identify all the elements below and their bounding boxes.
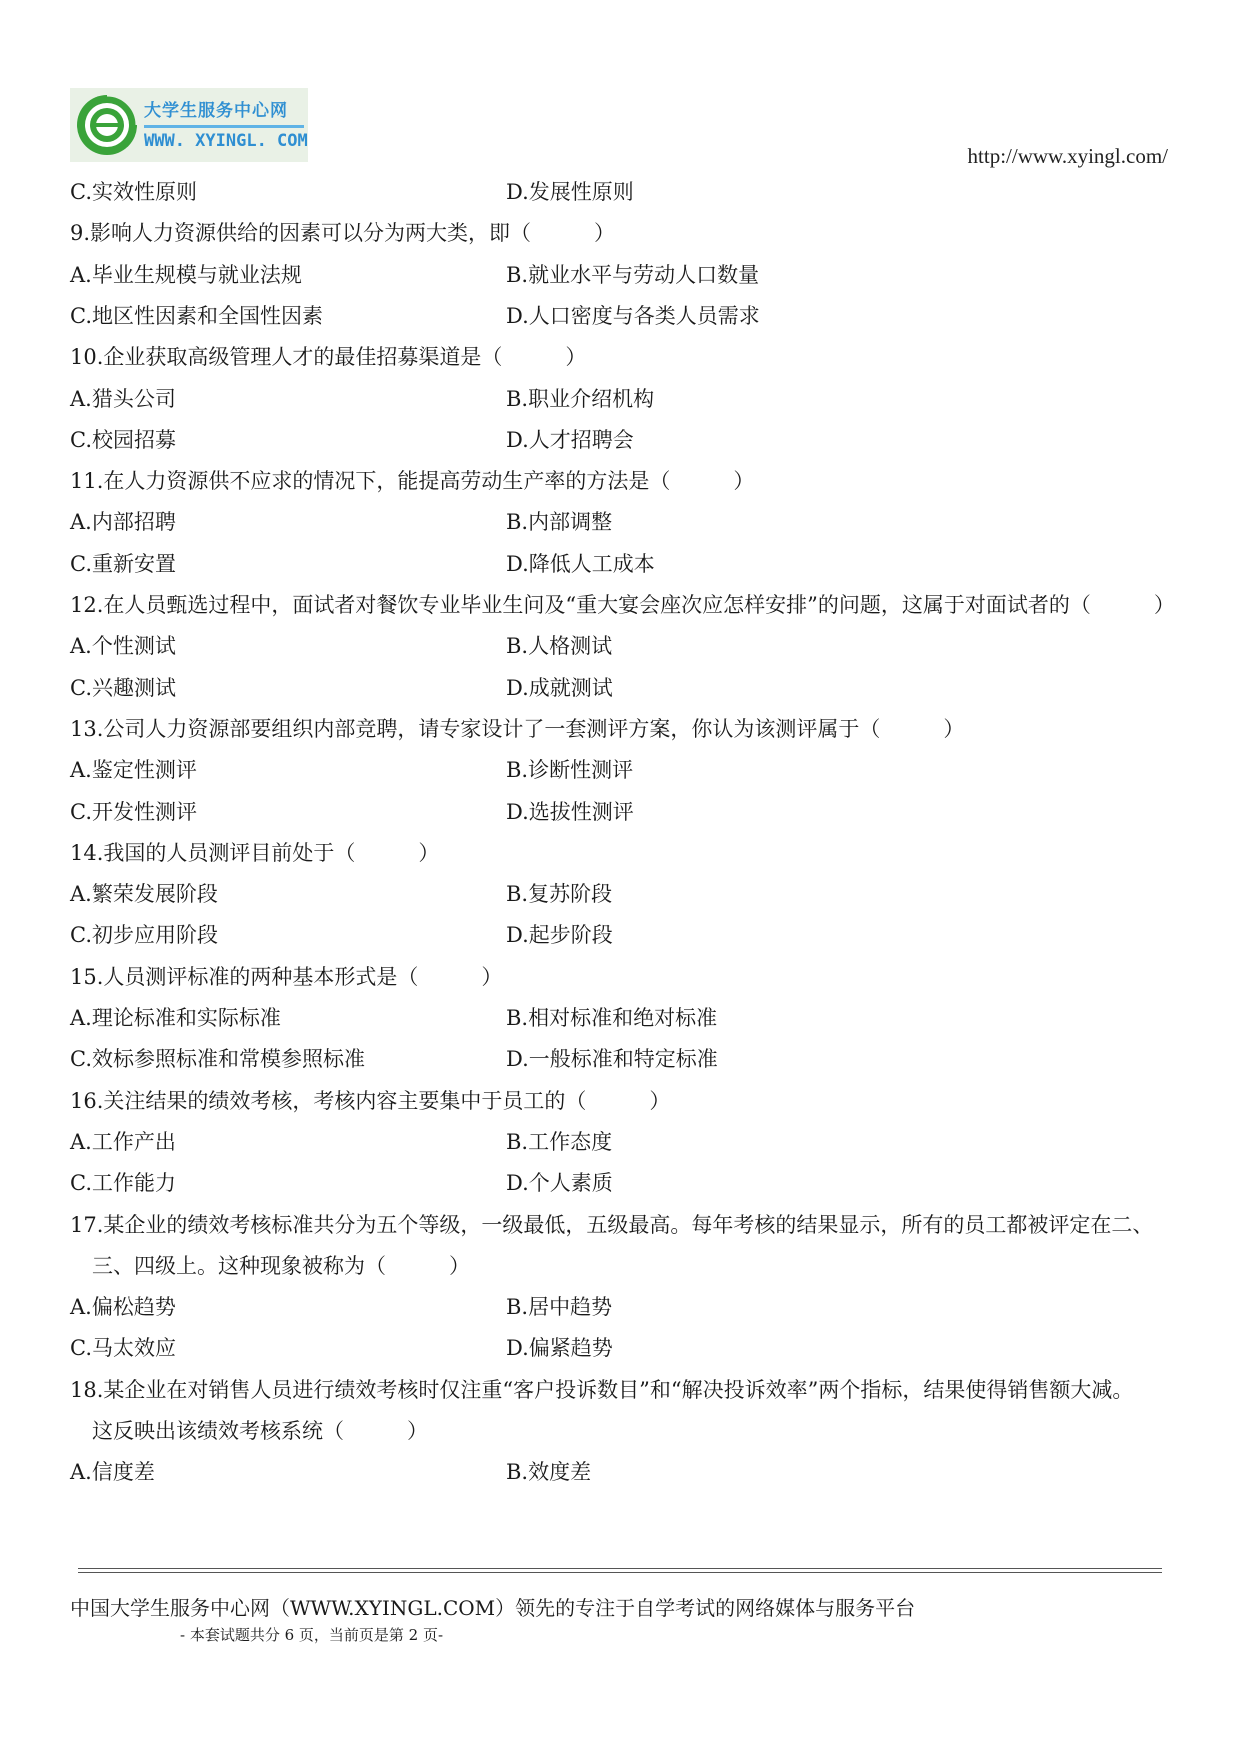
answer-option: A.偏松趋势 — [70, 1295, 176, 1319]
answer-option: A.个性测试 — [70, 634, 176, 658]
answer-option: D.人口密度与各类人员需求 — [506, 304, 760, 328]
answer-option: B.居中趋势 — [506, 1295, 613, 1319]
answer-option: C.校园招募 — [70, 428, 176, 452]
footer-divider — [78, 1568, 1162, 1569]
answer-option: A.内部招聘 — [70, 510, 176, 534]
answer-option: D.发展性原则 — [506, 180, 634, 204]
answer-option: C.地区性因素和全国性因素 — [70, 304, 323, 328]
answer-option: B.诊断性测评 — [506, 758, 634, 782]
e-swirl-logo-icon — [74, 92, 140, 158]
answer-option: B.就业水平与劳动人口数量 — [506, 263, 760, 287]
answer-option: C.工作能力 — [70, 1171, 176, 1195]
question-stem-continuation: 这反映出该绩效考核系统（ ） — [92, 1419, 428, 1443]
answer-option: D.成就测试 — [506, 676, 613, 700]
answer-option: A.鉴定性测评 — [70, 758, 197, 782]
answer-option: D.人才招聘会 — [506, 428, 634, 452]
question-stem: 9.影响人力资源供给的因素可以分为两大类，即（ ） — [70, 221, 616, 245]
answer-option: D.降低人工成本 — [506, 552, 655, 576]
logo-divider — [144, 125, 304, 128]
answer-option: C.重新安置 — [70, 552, 176, 576]
answer-option: B.相对标准和绝对标准 — [506, 1006, 718, 1030]
site-logo — [70, 88, 308, 162]
answer-option: A.毕业生规模与就业法规 — [70, 263, 302, 287]
question-stem: 10.企业获取高级管理人才的最佳招募渠道是（ ） — [70, 345, 587, 369]
question-stem-continuation: 三、四级上。这种现象被称为（ ） — [92, 1254, 470, 1278]
answer-option: A.理论标准和实际标准 — [70, 1006, 281, 1030]
answer-option: B.内部调整 — [506, 510, 613, 534]
answer-option: B.人格测试 — [506, 634, 613, 658]
question-stem: 14.我国的人员测评目前处于（ ） — [70, 841, 440, 865]
answer-option: D.个人素质 — [506, 1171, 613, 1195]
site-url[interactable]: http://www.xyingl.com/ — [967, 144, 1168, 168]
footer-slogan: 中国大学生服务中心网（WWW.XYINGL.COM）领先的专注于自学考试的网络媒体与服务平台 — [70, 1596, 916, 1620]
logo-name-en: WWW. XYINGL. COM — [144, 130, 308, 151]
answer-option: D.选拔性测评 — [506, 800, 634, 824]
question-stem: 11.在人力资源供不应求的情况下，能提高劳动生产率的方法是（ ） — [70, 469, 755, 493]
answer-option: C.兴趣测试 — [70, 676, 176, 700]
answer-option: B.工作态度 — [506, 1130, 613, 1154]
answer-option: C.实效性原则 — [70, 180, 197, 204]
answer-option: D.一般标准和特定标准 — [506, 1047, 718, 1071]
answer-option: A.信度差 — [70, 1460, 155, 1484]
answer-option: B.职业介绍机构 — [506, 387, 655, 411]
question-stem: 12.在人员甄选过程中，面试者对餐饮专业毕业生问及“重大宴会座次应怎样安排”的问题，这属于对面试者的（ ） — [70, 593, 1175, 617]
answer-option: C.马太效应 — [70, 1336, 176, 1360]
question-stem: 15.人员测评标准的两种基本形式是（ ） — [70, 965, 503, 989]
answer-option: B.效度差 — [506, 1460, 592, 1484]
answer-option: D.起步阶段 — [506, 923, 613, 947]
logo-name-cn: 大学生服务中心网 — [144, 100, 288, 121]
question-stem: 17.某企业的绩效考核标准共分为五个等级，一级最低，五级最高。每年考核的结果显示，所有的员工都被评定在二、 — [70, 1213, 1154, 1237]
page-info: - 本套试题共分 6 页，当前页是第 2 页- — [180, 1626, 444, 1644]
answer-option: C.初步应用阶段 — [70, 923, 218, 947]
question-stem: 13.公司人力资源部要组织内部竞聘，请专家设计了一套测评方案，你认为该测评属于（ ） — [70, 717, 965, 741]
answer-option: D.偏紧趋势 — [506, 1336, 613, 1360]
answer-option: C.开发性测评 — [70, 800, 197, 824]
answer-option: A.繁荣发展阶段 — [70, 882, 218, 906]
footer-divider-second — [78, 1572, 1162, 1573]
answer-option: B.复苏阶段 — [506, 882, 613, 906]
question-stem: 16.关注结果的绩效考核，考核内容主要集中于员工的（ ） — [70, 1089, 671, 1113]
answer-option: A.工作产出 — [70, 1130, 176, 1154]
answer-option: A.猎头公司 — [70, 387, 176, 411]
question-stem: 18.某企业在对销售人员进行绩效考核时仅注重“客户投诉数目”和“解决投诉效率”两个指标，结果使得销售额大减。 — [70, 1378, 1134, 1402]
answer-option: C.效标参照标准和常模参照标准 — [70, 1047, 365, 1071]
